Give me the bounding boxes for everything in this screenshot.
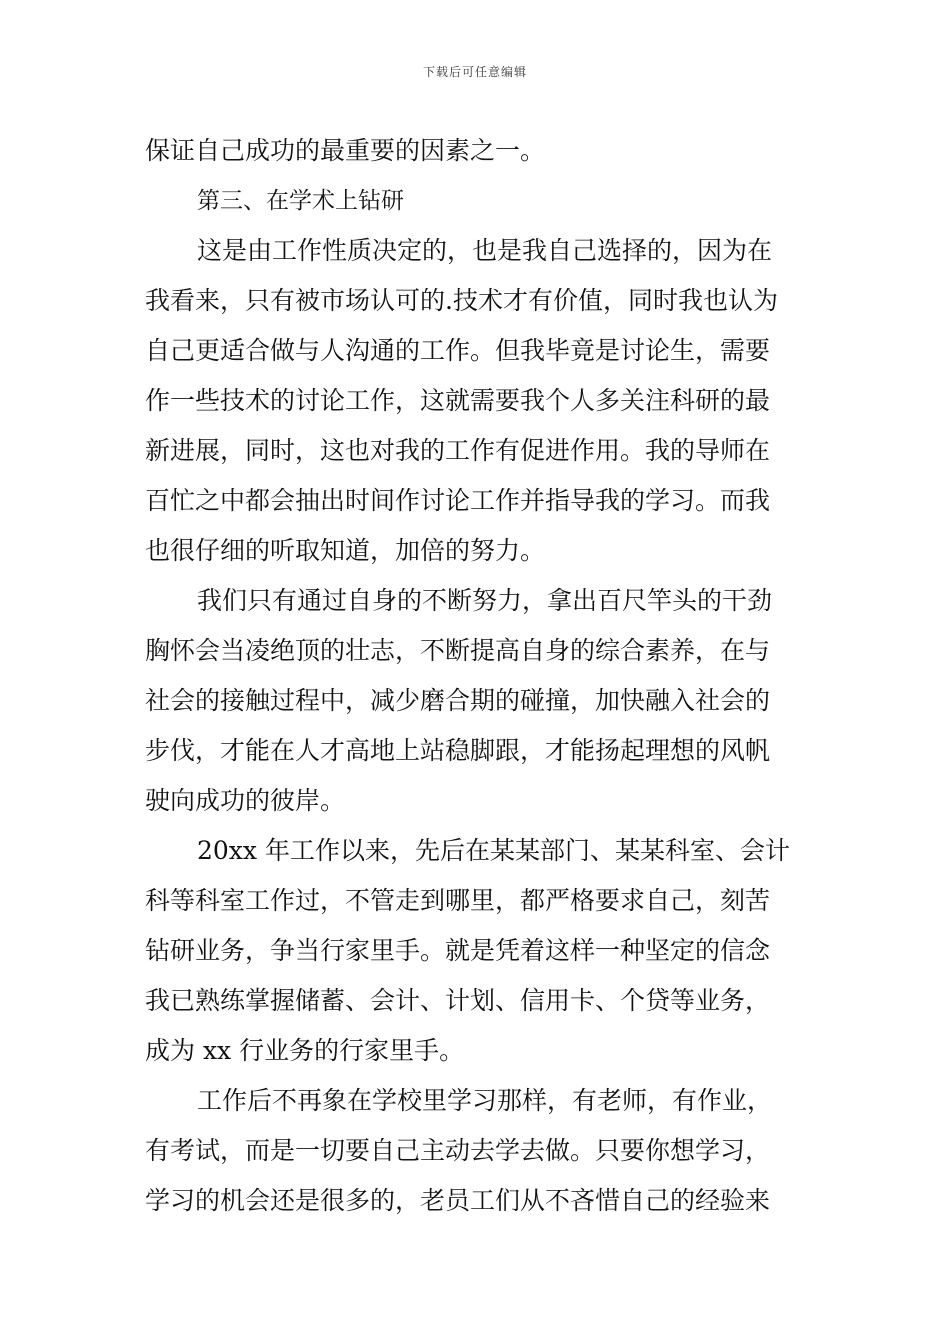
text-line: 百忙之中都会抽出时间作讨论工作并指导我的学习。而我 <box>145 486 771 515</box>
page-header: 下载后可任意编辑 <box>422 65 527 79</box>
text-line: 成为 xx 行业务的行家里手。 <box>145 1036 465 1065</box>
text-line: 这是由工作性质决定的，也是我自己选择的，因为在 <box>197 236 773 265</box>
paragraph-effort <box>145 576 810 826</box>
paragraph-continuation <box>145 126 810 176</box>
text-line: 胸怀会当凌绝顶的壮志，不断提高自身的综合素养，在与 <box>145 636 771 665</box>
text-line: 我看来，只有被市场认可的.技术才有价值，同时我也认为 <box>145 286 778 315</box>
text-line: 有考试，而是一切要自己主动去学去做。只要你想学习， <box>145 1136 771 1165</box>
section-heading <box>145 176 810 226</box>
text-line: 社会的接触过程中，减少磨合期的碰撞，加快融入社会的 <box>145 686 771 715</box>
text-line: 步伐，才能在人才高地上站稳脚跟，才能扬起理想的风帆 <box>145 736 771 765</box>
text-line: 我们只有通过自身的不断努力，拿出百尺竿头的干劲 <box>197 586 773 615</box>
text-line: 20xx 年工作以来，先后在某某部门、某某科室、会计 <box>197 836 790 865</box>
text-line: 学习的机会还是很多的，老员工们从不吝惜自己的经验来 <box>145 1186 771 1215</box>
text-line: 驶向成功的彼岸。 <box>145 786 346 815</box>
text-line: 保证自己成功的最重要的因素之一。 <box>145 136 546 165</box>
paragraph-work-experience <box>145 826 810 1076</box>
heading-text: 第三、在学术上钻研 <box>197 188 404 214</box>
document-body <box>145 126 810 1226</box>
text-line: 作一些技术的讨论工作，这就需要我个人多关注科研的最 <box>145 386 771 415</box>
text-line: 自己更适合做与人沟通的工作。但我毕竟是讨论生，需要 <box>145 336 771 365</box>
paragraph-learning <box>145 1076 810 1226</box>
text-line: 科等科室工作过，不管走到哪里，都严格要求自己，刻苦 <box>145 886 771 915</box>
paragraph-research <box>145 226 810 576</box>
text-line: 我已熟练掌握储蓄、会计、计划、信用卡、个贷等业务， <box>145 986 771 1015</box>
text-line: 新进展，同时，这也对我的工作有促进作用。我的导师在 <box>145 436 771 465</box>
text-line: 钻研业务，争当行家里手。就是凭着这样一种坚定的信念 <box>145 936 771 965</box>
text-line: 也很仔细的听取知道，加倍的努力。 <box>145 536 546 565</box>
text-line: 工作后不再象在学校里学习那样，有老师，有作业， <box>197 1086 773 1115</box>
